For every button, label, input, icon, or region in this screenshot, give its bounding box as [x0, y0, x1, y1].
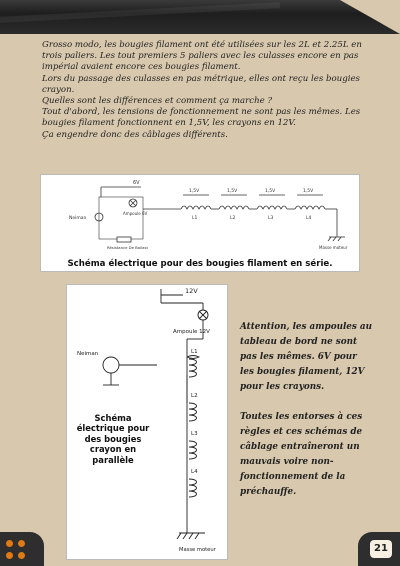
fig1-neiman-label: Neiman [69, 216, 87, 221]
footer-corner-left [0, 532, 44, 566]
decor-dot [6, 552, 13, 559]
fig1-plug-volt: 1,5V [227, 189, 238, 194]
fig2-voltage: 12V [185, 287, 198, 295]
intro-line: Quelles sont les différences et comment ça marche ? [42, 96, 273, 107]
fig1-caption: Schéma électrique pour des bougies filament en série. [67, 259, 333, 269]
fig1-ground-label: Masse moteur [319, 245, 348, 250]
intro-line: Tout d'abord, les tensions de fonctionnement ne sont pas les mêmes. Les bougies filament fonctionnent en 1,5V, les crayons en 12V. [42, 107, 361, 129]
fig1-plug-label: L3 [268, 216, 274, 221]
footer-corner-right [358, 532, 400, 566]
fig2-lamp-label: Ampoule 12V [173, 329, 210, 335]
series-wiring-diagram [40, 174, 360, 272]
intro-line: Grosso modo, les bougies filament ont été utilisées sur les 2L et 2.25L en trois paliers. Les tout premiers 5 paliers avec les culasses encore en pas impérial avaient encore ces bougies filament. [42, 40, 362, 73]
side-note-para: Toutes les entorses à ces règles et ces schémas de câblage entraîneront un mauvais voire non-fonctionnement de la préchauffe. [240, 412, 363, 497]
fig1-lamp-label: Ampoule 6V [123, 211, 148, 216]
side-note-para: Attention, les ampoules au tableau de bord ne sont pas les mêmes. 6V pour les bougies filament, 12V pour les crayons. [240, 322, 373, 392]
fig1-voltage: 6V [133, 180, 140, 186]
fig2-neiman-label: Neiman [77, 351, 99, 357]
fig1-plug-volt: 1,5V [189, 189, 200, 194]
fig1-plug-label: L4 [306, 216, 312, 221]
decor-dot [18, 540, 25, 547]
fig2-plug-label: L2 [191, 393, 198, 399]
fig2-plug-label: L3 [191, 431, 198, 437]
page-content [0, 34, 400, 566]
intro-line: Ça engendre donc des câblages différents. [42, 129, 228, 140]
fig2-plug-label: L4 [191, 469, 198, 475]
fig2-caption: Schéma électrique pour des bougies crayon en parallèle [76, 413, 150, 465]
top-banner [0, 0, 400, 34]
intro-text [42, 40, 364, 141]
parallel-wiring-diagram [66, 284, 228, 560]
fig1-plug-volt: 1,5V [303, 189, 314, 194]
fig1-resistor-label: Résistance De Ballast [107, 245, 148, 250]
decor-dot [18, 552, 25, 559]
series-circuit-svg [41, 175, 359, 255]
fig1-plug-label: L1 [192, 216, 198, 221]
fig2-ground-label: Masse moteur [179, 547, 216, 553]
fig1-plug-label: L2 [230, 216, 236, 221]
fig2-plug-label: L1 [191, 349, 198, 355]
decor-dot [6, 540, 13, 547]
side-note [240, 320, 372, 515]
page-number: 21 [370, 540, 392, 558]
banner-texture [0, 2, 280, 24]
fig1-plug-volt: 1,5V [265, 189, 276, 194]
banner-fold [340, 0, 400, 34]
intro-line: Lors du passage des culasses en pas métrique, elles ont reçu les bougies crayon. [42, 73, 360, 95]
